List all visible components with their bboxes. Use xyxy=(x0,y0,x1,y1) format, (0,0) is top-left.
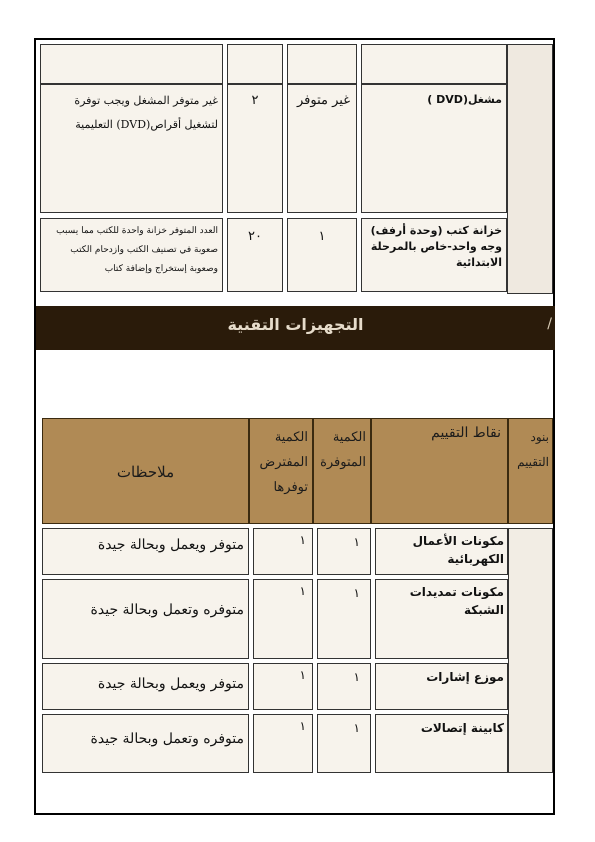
header-criteria: بنود التقييم xyxy=(508,418,553,524)
required-cell: ١ xyxy=(253,528,313,575)
header-notes: ملاحظات xyxy=(42,418,249,524)
section-header-bar xyxy=(36,306,555,350)
notes-cell: متوفره وتعمل وبحالة جيدة xyxy=(90,602,244,618)
table-row xyxy=(42,528,249,575)
top-table-empty-cell xyxy=(361,44,507,84)
table-row xyxy=(42,663,249,710)
point-cell: مكونات تمديدات الشبكة xyxy=(375,579,508,659)
item-cell: مشغل(DVD ) xyxy=(361,84,507,213)
point-cell: موزع إشارات xyxy=(375,663,508,710)
notes-cell: متوفر ويعمل وبحالة جيدة xyxy=(97,676,244,692)
required-cell: ١ xyxy=(253,714,313,773)
header-points: نقاط التقييم xyxy=(371,418,508,524)
notes-cell: العدد المتوفر خزانة واحدة للكتب مما يسبب صعوبة في تصنيف الكتب وازدحام الكتب وصعوبة إستخراج وإضافة كتاب xyxy=(56,226,218,274)
section-title: التجهيزات التقنية xyxy=(227,315,364,334)
required-cell: ١ xyxy=(253,663,313,710)
required-cell: ٢ xyxy=(227,84,283,213)
available-cell: ١ xyxy=(317,579,371,659)
edge-mark: / xyxy=(547,316,552,332)
top-table-criteria-cell xyxy=(507,44,553,294)
header-required: الكمية المفترض توفرها xyxy=(249,418,313,524)
available-cell: ١ xyxy=(317,714,371,773)
available-cell: ١ xyxy=(287,218,357,292)
required-cell: ٢٠ xyxy=(227,218,283,292)
header-available: الكمية المتوفرة xyxy=(313,418,371,524)
table-row xyxy=(42,714,249,773)
notes-cell: متوفر ويعمل وبحالة جيدة xyxy=(97,537,244,553)
table-row xyxy=(42,579,249,659)
top-table-empty-cell xyxy=(287,44,357,84)
criteria-cell xyxy=(508,528,553,773)
point-cell: مكونات الأعمال الكهربائية xyxy=(375,528,508,575)
notes-cell: غير متوفر المشغل ويجب توفرة لتشغيل أقراص(DVD) التعليمية xyxy=(74,94,218,131)
available-cell: غير متوفر xyxy=(287,84,357,213)
notes-cell: متوفره وتعمل وبحالة جيدة xyxy=(90,731,244,747)
item-cell: خزانة كتب (وحدة أرفف) وجه واحد-خاص بالمرحلة الابتدائية xyxy=(361,218,507,292)
top-table-empty-cell xyxy=(40,44,223,84)
available-cell: ١ xyxy=(317,528,371,575)
available-cell: ١ xyxy=(317,663,371,710)
top-table-empty-cell xyxy=(227,44,283,84)
table-row xyxy=(40,84,223,213)
required-cell: ١ xyxy=(253,579,313,659)
table-row xyxy=(40,218,223,292)
point-cell: كابينة إتصالات xyxy=(375,714,508,773)
